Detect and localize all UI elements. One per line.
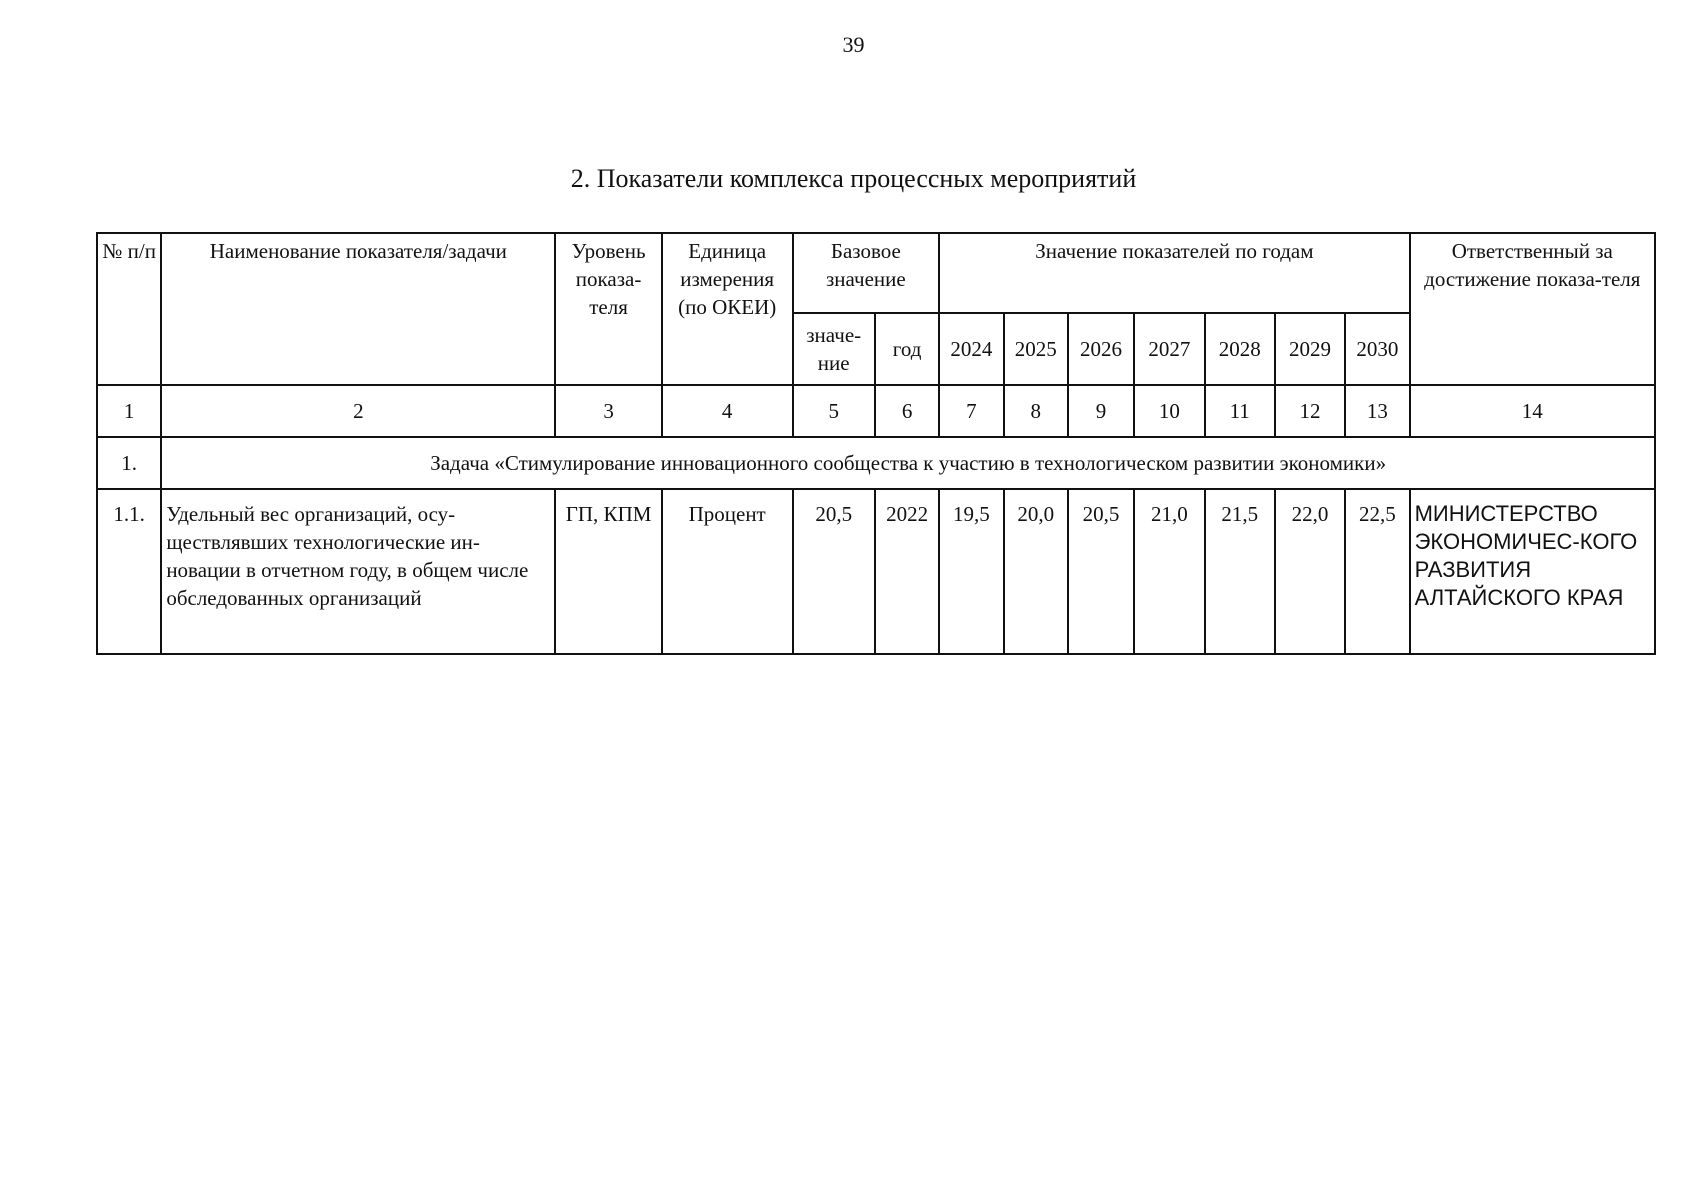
column-number: 12	[1275, 385, 1345, 437]
table-row	[97, 489, 1655, 654]
row-responsible: МИНИСТЕРСТВО ЭКОНОМИЧЕС-КОГО РАЗВИТИЯ АЛТАЙСКОГО КРАЯ	[1410, 489, 1655, 654]
row-value: 20,5	[1068, 489, 1134, 654]
section-heading: 2. Показатели комплекса процессных мероприятий	[570, 164, 1137, 193]
row-value: 21,5	[1205, 489, 1275, 654]
row-value: 19,5	[939, 489, 1003, 654]
row-value: 21,0	[1134, 489, 1204, 654]
page-number: 39	[842, 32, 865, 57]
row-value: 20,0	[1004, 489, 1068, 654]
column-number: 9	[1068, 385, 1134, 437]
task-text: Задача «Стимулирование инновационного сообщества к участию в технологическом развитии экономики»	[161, 437, 1655, 489]
row-base-value: 20,5	[793, 489, 875, 654]
header-year: 2026	[1068, 313, 1134, 385]
row-base-year: 2022	[875, 489, 939, 654]
header-level: Уровень показа-теля	[555, 233, 662, 385]
header-unit: Единица измерения (по ОКЕИ)	[662, 233, 793, 385]
task-row	[97, 437, 1655, 489]
header-row-1	[97, 233, 1655, 313]
header-num: № п/п	[97, 233, 161, 385]
row-value: 22,0	[1275, 489, 1345, 654]
column-number: 14	[1410, 385, 1655, 437]
header-base-value: значе-ние	[793, 313, 875, 385]
header-years-title: Значение показателей по годам	[939, 233, 1409, 313]
row-unit: Процент	[662, 489, 793, 654]
row-num: 1.1.	[97, 489, 161, 654]
header-year: 2029	[1275, 313, 1345, 385]
header-year: 2030	[1345, 313, 1409, 385]
column-number: 6	[875, 385, 939, 437]
row-value: 22,5	[1345, 489, 1409, 654]
column-number: 7	[939, 385, 1003, 437]
header-name: Наименование показателя/задачи	[161, 233, 555, 385]
header-year: 2027	[1134, 313, 1204, 385]
indicators-table	[96, 232, 1656, 655]
column-number: 10	[1134, 385, 1204, 437]
column-number: 8	[1004, 385, 1068, 437]
column-number: 5	[793, 385, 875, 437]
column-number: 13	[1345, 385, 1409, 437]
column-number: 2	[161, 385, 555, 437]
header-year: 2025	[1004, 313, 1068, 385]
row-name: Удельный вес организаций, осу-ществлявших технологические ин-новации в отчетном году, в общем числе обследованных организаций	[161, 489, 555, 654]
row-level: ГП, КПМ	[555, 489, 662, 654]
column-number: 4	[662, 385, 793, 437]
header-year: 2028	[1205, 313, 1275, 385]
column-number-row	[97, 385, 1655, 437]
header-responsible: Ответственный за достижение показа-теля	[1410, 233, 1655, 385]
header-base-year: год	[875, 313, 939, 385]
column-number: 1	[97, 385, 161, 437]
header-base: Базовое значение	[793, 233, 940, 313]
header-year: 2024	[939, 313, 1003, 385]
column-number: 3	[555, 385, 662, 437]
column-number: 11	[1205, 385, 1275, 437]
task-num: 1.	[97, 437, 161, 489]
